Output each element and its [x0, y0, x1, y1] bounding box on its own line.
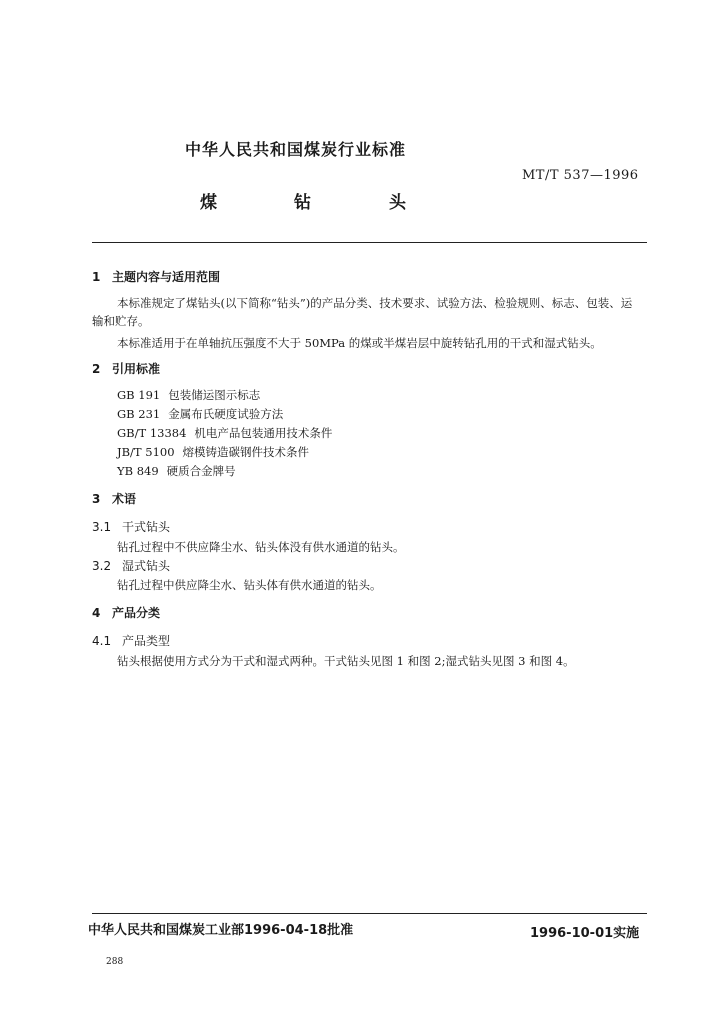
section-1-heading: [92, 268, 220, 285]
section-2-heading: [92, 360, 160, 377]
subsection-3-1-text: 钻孔过程中不供应降尘水、钻头体没有供水通道的钻头。: [117, 540, 405, 554]
section-1-para1-line1: 本标准规定了煤钻头(以下简称“钻头”)的产品分类、技术要求、试验方法、检验规则、标志、包装、运: [117, 296, 633, 310]
section-title: 引用标准: [112, 362, 161, 376]
reference-code: GB 231: [117, 407, 161, 421]
doc-title-char-3: 头: [389, 193, 406, 213]
reference-name: 硬质合金牌号: [166, 464, 236, 478]
org-standard-title: 中华人民共和国煤炭行业标准: [185, 140, 407, 159]
reference-item: [117, 386, 332, 405]
reference-item: [117, 405, 332, 424]
subsection-4-1-heading: [92, 632, 170, 649]
effective-date: 1996-10-01实施: [530, 926, 640, 941]
subsection-3-2-heading: [92, 557, 170, 574]
section-4-heading: [92, 604, 160, 621]
section-number: 1: [92, 270, 101, 284]
reference-code: YB 849: [117, 464, 159, 478]
subsection-number: 4.1: [92, 634, 112, 648]
footer-rule: [92, 913, 647, 914]
header-rule: [92, 242, 647, 243]
section-1-para2: 本标准适用于在单轴抗压强度不大于 50MPa 的煤或半煤岩层中旋转钻孔用的干式和湿式钻头。: [117, 336, 602, 350]
subsection-number: 3.1: [92, 520, 112, 534]
reference-code: GB 191: [117, 388, 161, 402]
section-number: 2: [92, 362, 101, 376]
reference-item: [117, 462, 332, 481]
section-title: 产品分类: [112, 606, 161, 620]
page-number: 288: [106, 957, 124, 967]
section-title: 术语: [112, 492, 137, 506]
approval-line: 中华人民共和国煤炭工业部1996-04-18批准: [88, 923, 354, 938]
reference-code: GB/T 13384: [117, 426, 187, 440]
standard-number: MT/T 537—1996: [522, 168, 639, 183]
subsection-3-1-heading: [92, 518, 170, 535]
reference-item: [117, 424, 332, 443]
section-3-heading: [92, 490, 136, 507]
subsection-title: 干式钻头: [122, 520, 171, 534]
reference-name: 熔模铸造碳钢件技术条件: [182, 445, 310, 459]
section-1-para1-line2: 输和贮存。: [92, 314, 150, 328]
reference-name: 机电产品包装通用技术条件: [194, 426, 333, 440]
reference-name: 包装储运图示标志: [168, 388, 261, 402]
subsection-title: 产品类型: [122, 634, 171, 648]
reference-item: [117, 443, 332, 462]
subsection-3-2-text: 钻孔过程中供应降尘水、钻头体有供水通道的钻头。: [117, 578, 382, 592]
reference-code: JB/T 5100: [117, 445, 175, 459]
doc-title-char-1: 煤: [200, 193, 217, 213]
section-number: 4: [92, 606, 101, 620]
section-number: 3: [92, 492, 101, 506]
section-title: 主题内容与适用范围: [112, 270, 221, 284]
subsection-4-1-text: 钻头根据使用方式分为干式和湿式两种。干式钻头见图 1 和图 2;湿式钻头见图 3 和图 4。: [117, 654, 575, 668]
reference-list: [117, 386, 332, 481]
subsection-number: 3.2: [92, 559, 112, 573]
doc-title-char-2: 钻: [294, 193, 311, 213]
reference-name: 金属布氏硬度试验方法: [168, 407, 284, 421]
subsection-title: 湿式钻头: [122, 559, 171, 573]
